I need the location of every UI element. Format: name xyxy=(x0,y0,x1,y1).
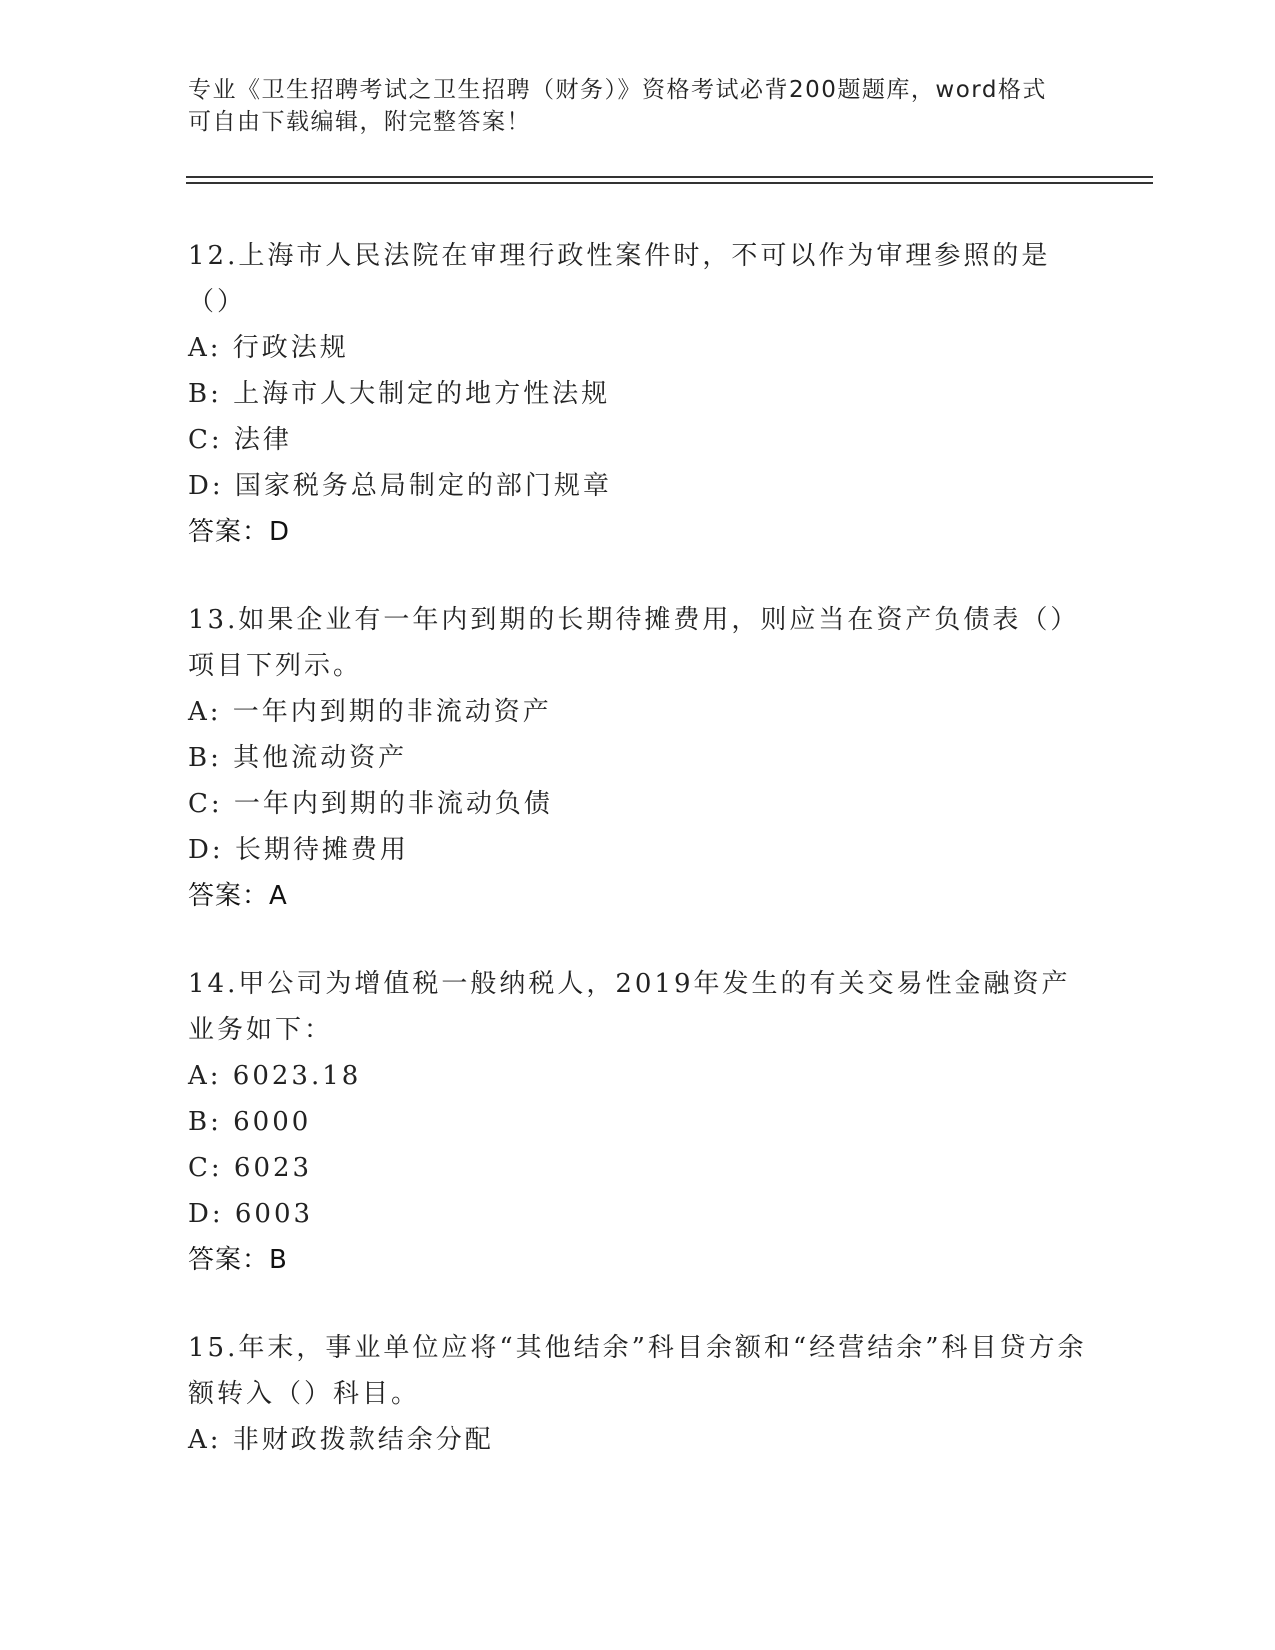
option-d: D: 6003 xyxy=(188,1199,314,1229)
header-line-2: 可自由下载编辑，附完整答案！ xyxy=(188,109,531,135)
question-12 xyxy=(188,233,1088,555)
option-b: B: 6000 xyxy=(188,1107,312,1137)
option-b: B: 其他流动资产 xyxy=(188,743,408,773)
option-a: A: 非财政拨款结余分配 xyxy=(188,1425,494,1455)
option-a: A: 6023.18 xyxy=(188,1061,362,1091)
option-c: C: 一年内到期的非流动负债 xyxy=(188,789,553,819)
header-divider-bottom xyxy=(186,182,1153,184)
question-stem: 14.甲公司为增值税一般纳税人，2019年发生的有关交易性金融资产业务如下： xyxy=(188,969,1071,1045)
option-d: D: 国家税务总局制定的部门规章 xyxy=(188,471,612,501)
answer-line: 答案：A xyxy=(188,881,288,911)
answer-line: 答案：D xyxy=(188,517,291,547)
answer-line: 答案：B xyxy=(188,1245,288,1275)
question-stem: 15.年末，事业单位应将“其他结余”科目余额和“经营结余”科目贷方余额转入（）科目。 xyxy=(188,1333,1087,1409)
option-d: D: 长期待摊费用 xyxy=(188,835,409,865)
question-stem: 13.如果企业有一年内到期的长期待摊费用，则应当在资产负债表（）项目下列示。 xyxy=(188,605,1080,681)
header-line-1: 专业《卫生招聘考试之卫生招聘（财务）》资格考试必背200题题库，word格式 xyxy=(188,77,1047,103)
option-b: B: 上海市人大制定的地方性法规 xyxy=(188,379,611,409)
header-divider-top xyxy=(186,176,1153,178)
option-c: C: 法律 xyxy=(188,425,292,455)
option-a: A: 行政法规 xyxy=(188,333,349,363)
document-header xyxy=(188,74,1068,138)
option-a: A: 一年内到期的非流动资产 xyxy=(188,697,552,727)
question-stem: 12.上海市人民法院在审理行政性案件时，不可以作为审理参照的是（） xyxy=(188,241,1051,317)
option-c: C: 6023 xyxy=(188,1153,313,1183)
question-15 xyxy=(188,1325,1088,1463)
question-13 xyxy=(188,597,1088,919)
question-14 xyxy=(188,961,1088,1283)
